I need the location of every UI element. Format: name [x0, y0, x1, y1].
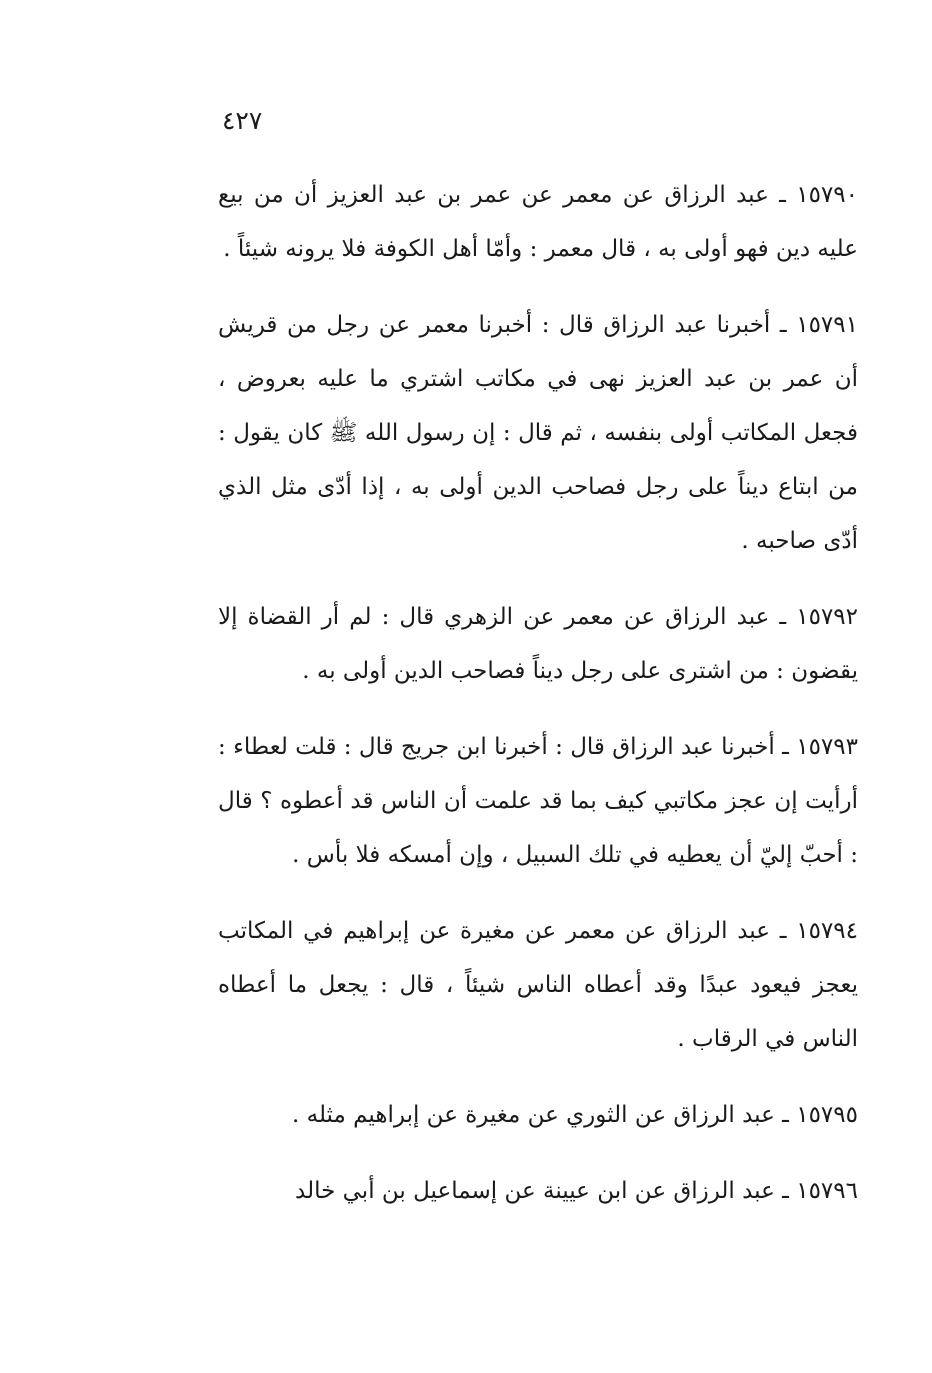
hadith-entry [218, 298, 858, 568]
entry-number: ١٥٧٩٢ [796, 604, 859, 630]
entry-text: عبد الرزاق عن معمر عن عمر بن عبد العزيز أن من بيع عليه دين فهو أولى به ، قال معمر : وأمّا أهل الكوفة فلا يرونه شيئاً . [218, 182, 858, 262]
entry-number: ١٥٧٩٦ [796, 1178, 858, 1204]
entry-text: عبد الرزاق عن الثوري عن مغيرة عن إبراهيم مثله . [291, 1102, 775, 1128]
entry-text: أخبرنا عبد الرزاق قال : أخبرنا معمر عن رجل من قريش أن عمر بن عبد العزيز نهى في مكاتب اشتري ما عليه بعروض ، فجعل المكاتب أولى بنفسه ، ثم قال : إن رسول الله ﷺ كان يقول : من ابتاع ديناً على رجل فصاحب الدين أولى به ، إذا أدّى مثل الذي أدّى صاحبه . [218, 312, 858, 554]
entry-text: عبد الرزاق عن ابن عيينة عن إسماعيل بن أبي خالد [295, 1178, 775, 1204]
page-number: ٤٢٧ [222, 106, 263, 135]
hadith-entries [218, 168, 858, 1240]
hadith-entry [218, 590, 858, 698]
entry-separator: ـ [782, 734, 789, 760]
entry-number: ١٥٧٩٣ [796, 734, 859, 760]
entry-separator: ـ [782, 1178, 789, 1204]
entry-text: عبد الرزاق عن معمر عن مغيرة عن إبراهيم في المكاتب يعجز فيعود عبدًا وقد أعطاه الناس شيئاً ، قال : يجعل ما أعطاه الناس في الرقاب . [218, 918, 858, 1052]
entry-text: أخبرنا عبد الرزاق قال : أخبرنا ابن جريج قال : قلت لعطاء : أرأيت إن عجز مكاتبي كيف بما قد علمت أن الناس قد أعطوه ؟ قال : أحبّ إليّ أن يعطيه في تلك السبيل ، وإن أمسكه فلا بأس . [218, 734, 858, 868]
entry-separator: ـ [779, 312, 787, 338]
entry-separator: ـ [779, 182, 786, 208]
entry-text: عبد الرزاق عن معمر عن الزهري قال : لم أر القضاة إلا يقضون : من اشترى على رجل ديناً فصاحب الدين أولى به . [218, 604, 858, 684]
hadith-entry [218, 720, 858, 882]
hadith-entry [218, 1088, 858, 1142]
entry-separator: ـ [782, 1102, 789, 1128]
entry-number: ١٥٧٩١ [796, 312, 858, 338]
hadith-entry [218, 1164, 858, 1218]
entry-number: ١٥٧٩٥ [796, 1102, 858, 1128]
entry-separator: ـ [779, 918, 787, 944]
hadith-entry [218, 168, 858, 276]
hadith-entry [218, 904, 858, 1066]
entry-number: ١٥٧٩٤ [796, 918, 859, 944]
entry-number: ١٥٧٩٠ [796, 182, 859, 208]
entry-separator: ـ [779, 604, 787, 630]
